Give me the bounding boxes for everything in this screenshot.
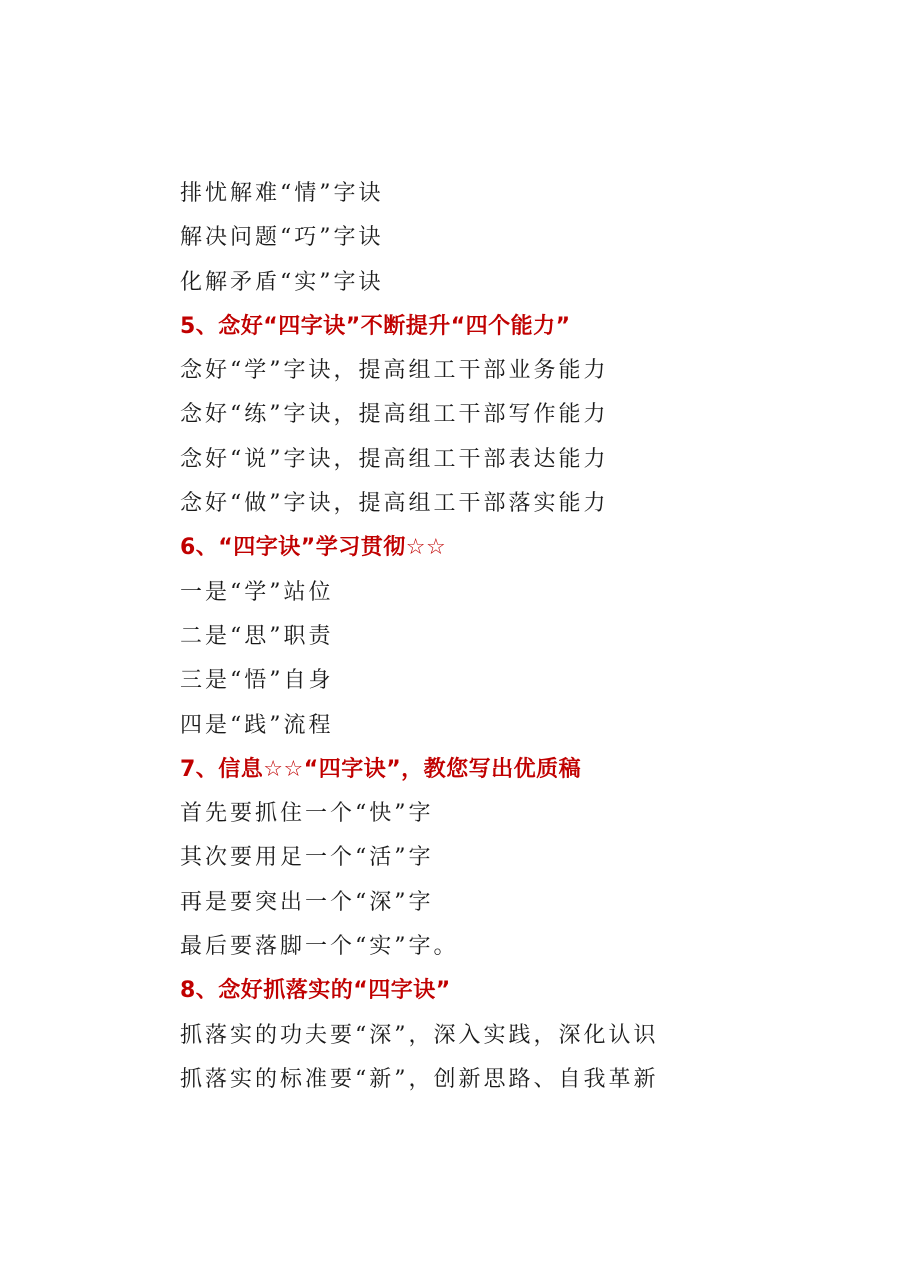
- text-line: 其次要用足一个“活”字: [180, 845, 434, 871]
- section-heading: 5、念好“四字诀”不断提升“四个能力”: [180, 313, 571, 339]
- section-heading: 7、信息☆☆“四字诀”，教您写出优质稿: [180, 756, 582, 782]
- text-line: 二是“思”职责: [180, 623, 334, 649]
- text-line: 首先要抓住一个“快”字: [180, 801, 434, 827]
- section-heading: 8、念好抓落实的“四字诀”: [180, 978, 451, 1004]
- document-body: [180, 172, 860, 1102]
- text-line: 再是要突出一个“深”字: [180, 889, 434, 915]
- text-line: 一是“学”站位: [180, 579, 334, 605]
- text-line: 念好“学”字诀，提高组工干部业务能力: [180, 358, 609, 384]
- section-heading: 6、“四字诀”学习贯彻☆☆: [180, 535, 447, 561]
- text-line: 三是“悟”自身: [180, 668, 334, 694]
- text-line: 化解矛盾“实”字诀: [180, 269, 384, 295]
- text-line: 排忧解难“情”字诀: [180, 181, 384, 206]
- text-line: 念好“做”字诀，提高组工干部落实能力: [180, 491, 609, 517]
- text-line: 抓落实的标准要“新”，创新思路、自我革新: [180, 1066, 659, 1092]
- text-line: 四是“践”流程: [180, 712, 334, 738]
- text-line: 解决问题“巧”字诀: [180, 225, 384, 251]
- text-line: 抓落实的功夫要“深”，深入实践，深化认识: [180, 1022, 659, 1048]
- text-line: 最后要落脚一个“实”字。: [180, 934, 459, 960]
- text-line: 念好“说”字诀，提高组工干部表达能力: [180, 446, 609, 472]
- text-line: 念好“练”字诀，提高组工干部写作能力: [180, 402, 609, 428]
